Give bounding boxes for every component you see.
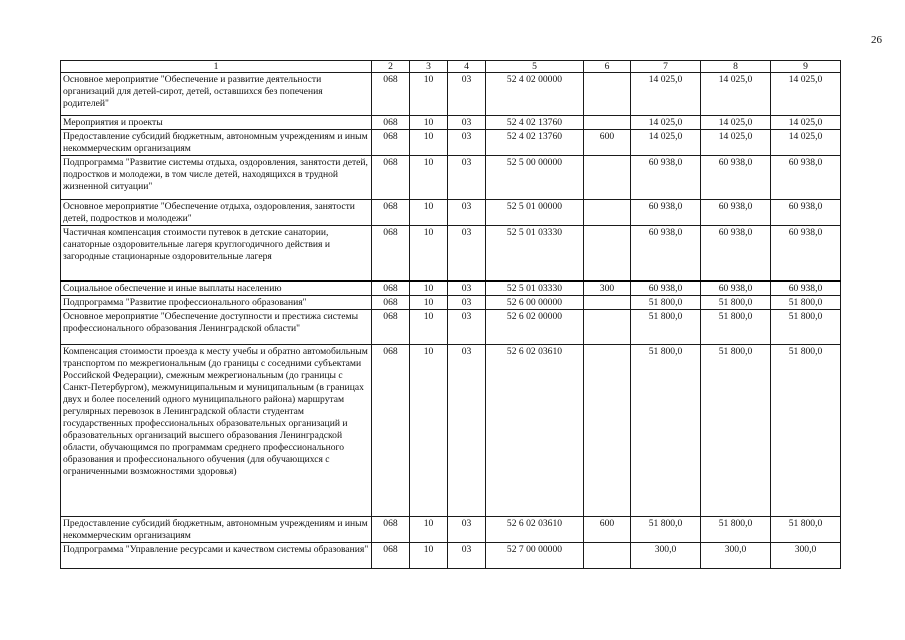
target-article-cell: 52 4 02 13760 <box>486 116 584 130</box>
subsection-code-cell: 03 <box>448 155 486 199</box>
target-article-cell: 52 6 00 00000 <box>486 296 584 310</box>
ministry-code-cell: 068 <box>372 73 410 116</box>
amount-year3-cell: 51 800,0 <box>771 296 841 310</box>
expense-type-cell: 300 <box>584 281 631 295</box>
expense-type-cell: 600 <box>584 517 631 543</box>
table-body <box>61 73 841 569</box>
table-row <box>61 73 841 116</box>
amount-year1-cell: 51 800,0 <box>631 345 701 517</box>
budget-table-container <box>60 60 841 569</box>
amount-year1-cell: 60 938,0 <box>631 281 701 295</box>
row-name-cell: Основное мероприятие "Обеспечение отдыха, оздоровления, занятости детей, подростков и молодежи" <box>61 199 372 225</box>
ministry-code-cell: 068 <box>372 543 410 569</box>
subsection-code-cell: 03 <box>448 345 486 517</box>
amount-year1-cell: 14 025,0 <box>631 73 701 116</box>
ministry-code-cell: 068 <box>372 225 410 281</box>
column-header: 8 <box>701 61 771 73</box>
row-name-cell: Подпрограмма "Развитие системы отдыха, оздоровления, занятости детей, подростков и молодежи, в том числе детей, находящихся в трудной жизненной ситуации" <box>61 155 372 199</box>
header-row <box>61 61 841 73</box>
amount-year3-cell: 60 938,0 <box>771 155 841 199</box>
amount-year3-cell: 14 025,0 <box>771 73 841 116</box>
column-header: 7 <box>631 61 701 73</box>
column-header: 9 <box>771 61 841 73</box>
amount-year2-cell: 14 025,0 <box>701 73 771 116</box>
expense-type-cell <box>584 310 631 345</box>
expense-type-cell <box>584 296 631 310</box>
subsection-code-cell: 03 <box>448 296 486 310</box>
ministry-code-cell: 068 <box>372 517 410 543</box>
amount-year2-cell: 60 938,0 <box>701 199 771 225</box>
amount-year1-cell: 51 800,0 <box>631 310 701 345</box>
section-code-cell: 10 <box>410 116 448 130</box>
amount-year3-cell: 300,0 <box>771 543 841 569</box>
amount-year3-cell: 51 800,0 <box>771 310 841 345</box>
target-article-cell: 52 5 00 00000 <box>486 155 584 199</box>
row-name-cell: Социальное обеспечение и иные выплаты населению <box>61 281 372 295</box>
column-header: 1 <box>61 61 372 73</box>
amount-year3-cell: 51 800,0 <box>771 517 841 543</box>
subsection-code-cell: 03 <box>448 199 486 225</box>
table-row <box>61 345 841 517</box>
expense-type-cell <box>584 543 631 569</box>
section-code-cell: 10 <box>410 296 448 310</box>
amount-year1-cell: 60 938,0 <box>631 225 701 281</box>
expense-type-cell: 600 <box>584 129 631 155</box>
ministry-code-cell: 068 <box>372 129 410 155</box>
budget-table <box>60 60 841 569</box>
row-name-cell: Предоставление субсидий бюджетным, автономным учреждениям и иным некоммерческим организациям <box>61 129 372 155</box>
amount-year3-cell: 51 800,0 <box>771 345 841 517</box>
table-row <box>61 517 841 543</box>
table-row <box>61 543 841 569</box>
amount-year1-cell: 60 938,0 <box>631 199 701 225</box>
section-code-cell: 10 <box>410 517 448 543</box>
page-number: 26 <box>871 34 882 46</box>
row-name-cell: Частичная компенсация стоимости путевок в детские санатории, санаторные оздоровительные лагеря круглогодичного действия и загородные стационарные оздоровительные лагеря <box>61 225 372 281</box>
section-code-cell: 10 <box>410 310 448 345</box>
subsection-code-cell: 03 <box>448 129 486 155</box>
table-row <box>61 129 841 155</box>
column-header: 3 <box>410 61 448 73</box>
target-article-cell: 52 5 01 00000 <box>486 199 584 225</box>
row-name-cell: Основное мероприятие "Обеспечение доступности и престижа системы профессионального образования Ленинградской области" <box>61 310 372 345</box>
row-name-cell: Основное мероприятие "Обеспечение и развитие деятельности организаций для детей-сирот, детей, оставшихся без попечения родителей" <box>61 73 372 116</box>
section-code-cell: 10 <box>410 543 448 569</box>
amount-year2-cell: 14 025,0 <box>701 116 771 130</box>
expense-type-cell <box>584 116 631 130</box>
subsection-code-cell: 03 <box>448 116 486 130</box>
amount-year1-cell: 14 025,0 <box>631 129 701 155</box>
table-row <box>61 281 841 295</box>
expense-type-cell <box>584 155 631 199</box>
amount-year2-cell: 51 800,0 <box>701 517 771 543</box>
amount-year3-cell: 60 938,0 <box>771 199 841 225</box>
amount-year2-cell: 300,0 <box>701 543 771 569</box>
amount-year2-cell: 51 800,0 <box>701 310 771 345</box>
amount-year1-cell: 60 938,0 <box>631 155 701 199</box>
section-code-cell: 10 <box>410 155 448 199</box>
subsection-code-cell: 03 <box>448 543 486 569</box>
amount-year3-cell: 60 938,0 <box>771 281 841 295</box>
expense-type-cell <box>584 225 631 281</box>
target-article-cell: 52 6 02 03610 <box>486 517 584 543</box>
table-row <box>61 296 841 310</box>
table-row <box>61 116 841 130</box>
subsection-code-cell: 03 <box>448 517 486 543</box>
subsection-code-cell: 03 <box>448 281 486 295</box>
amount-year2-cell: 14 025,0 <box>701 129 771 155</box>
ministry-code-cell: 068 <box>372 155 410 199</box>
ministry-code-cell: 068 <box>372 281 410 295</box>
amount-year3-cell: 14 025,0 <box>771 129 841 155</box>
amount-year1-cell: 51 800,0 <box>631 517 701 543</box>
section-code-cell: 10 <box>410 129 448 155</box>
amount-year2-cell: 51 800,0 <box>701 296 771 310</box>
subsection-code-cell: 03 <box>448 225 486 281</box>
column-header: 2 <box>372 61 410 73</box>
section-code-cell: 10 <box>410 199 448 225</box>
row-name-cell: Мероприятия и проекты <box>61 116 372 130</box>
target-article-cell: 52 5 01 03330 <box>486 281 584 295</box>
ministry-code-cell: 068 <box>372 345 410 517</box>
subsection-code-cell: 03 <box>448 310 486 345</box>
amount-year2-cell: 60 938,0 <box>701 281 771 295</box>
section-code-cell: 10 <box>410 345 448 517</box>
table-row <box>61 199 841 225</box>
expense-type-cell <box>584 345 631 517</box>
column-header: 6 <box>584 61 631 73</box>
row-name-cell: Подпрограмма "Развитие профессионального образования" <box>61 296 372 310</box>
target-article-cell: 52 4 02 13760 <box>486 129 584 155</box>
section-code-cell: 10 <box>410 281 448 295</box>
amount-year2-cell: 60 938,0 <box>701 155 771 199</box>
amount-year2-cell: 51 800,0 <box>701 345 771 517</box>
amount-year2-cell: 60 938,0 <box>701 225 771 281</box>
row-name-cell: Подпрограмма "Управление ресурсами и качеством системы образования" <box>61 543 372 569</box>
row-name-cell: Предоставление субсидий бюджетным, автономным учреждениям и иным некоммерческим организациям <box>61 517 372 543</box>
target-article-cell: 52 6 02 03610 <box>486 345 584 517</box>
expense-type-cell <box>584 73 631 116</box>
target-article-cell: 52 5 01 03330 <box>486 225 584 281</box>
table-row <box>61 225 841 281</box>
column-header: 4 <box>448 61 486 73</box>
amount-year1-cell: 300,0 <box>631 543 701 569</box>
ministry-code-cell: 068 <box>372 296 410 310</box>
amount-year3-cell: 60 938,0 <box>771 225 841 281</box>
target-article-cell: 52 7 00 00000 <box>486 543 584 569</box>
amount-year1-cell: 14 025,0 <box>631 116 701 130</box>
section-code-cell: 10 <box>410 225 448 281</box>
target-article-cell: 52 6 02 00000 <box>486 310 584 345</box>
section-code-cell: 10 <box>410 73 448 116</box>
subsection-code-cell: 03 <box>448 73 486 116</box>
amount-year1-cell: 51 800,0 <box>631 296 701 310</box>
expense-type-cell <box>584 199 631 225</box>
ministry-code-cell: 068 <box>372 116 410 130</box>
column-header: 5 <box>486 61 584 73</box>
amount-year3-cell: 14 025,0 <box>771 116 841 130</box>
ministry-code-cell: 068 <box>372 199 410 225</box>
ministry-code-cell: 068 <box>372 310 410 345</box>
table-row <box>61 310 841 345</box>
table-row <box>61 155 841 199</box>
target-article-cell: 52 4 02 00000 <box>486 73 584 116</box>
row-name-cell: Компенсация стоимости проезда к месту учебы и обратно автомобильным транспортом по межрегиональным (до границы с соседними субъектами Российской Федерации), смежным межрегиональным (до границы с Санкт-Петербургом), межмуниципальным и муниципальным (в границах двух и более поселений одного муниципального района) маршрутам регулярных перевозок в Ленинградской области студентам государственных профессиональных образовательных организаций и образовательных организаций высшего образования Ленинградской области, обучающимся по программам среднего профессионального образования и профессионального обучения (для обучающихся с ограниченными возможностями здоровья) <box>61 345 372 517</box>
